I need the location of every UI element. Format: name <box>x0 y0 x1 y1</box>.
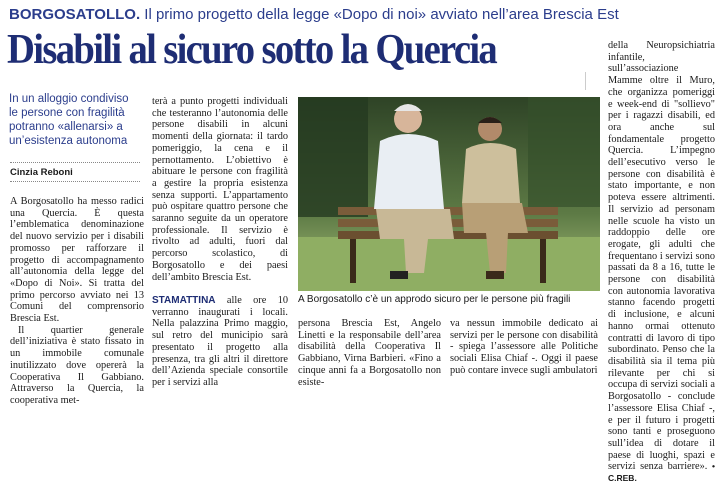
article-column-4 <box>450 318 598 377</box>
photo <box>298 97 600 291</box>
article-column-3 <box>298 318 441 388</box>
author-byline: Cinzia Reboni <box>10 167 73 178</box>
article-column-2 <box>152 96 288 283</box>
signature: • C.REB. <box>608 461 715 484</box>
headline: Disabili al sicuro sotto la Quercia <box>7 27 497 73</box>
author-rule-top <box>10 162 140 163</box>
author-rule-bottom <box>10 181 140 182</box>
paragraph-6: va nessun immobile dedicato ai servizi per le persone con disabilità - spiega l’assessore alle Politiche sociali Elisa Chiaf -. Oggi il paese può contare invece sugli ambulatori <box>450 318 598 376</box>
article-column-5 <box>608 40 715 485</box>
kicker-place: BORGOSATOLLO. <box>9 6 141 23</box>
summary: In un alloggio condiviso le persone con fragilità potranno «allenarsi» a un’esistenza autonoma <box>9 93 129 147</box>
photo-caption: A Borgosatollo c’è un approdo sicuro per le persone più fragili <box>298 294 571 305</box>
paragraph-7: della Neuropsichiatria infantile, sull’associazione Mamme oltre il Muro, che organizza pomeriggi e week-end di "sollievo" per i ragazzi disabili, ed ora anche sul fondamentale progetto Quercia. L’impegno dell’esecutivo verso le persone con disabilità è stato importante, e non poteva essere altrimenti. Il servizio ad personam nelle scuole ha visto un raddoppio delle ore erogate, gli adulti che frequentano i servizi sono passati da 8 a 16, tutte le persone con disabilità con autonomia lavorativa stanno facendo progetti di inclusione, e alcuni hanno ormai ottenuto contratti di lavoro di tipo subordinato. Penso che la disabilità sia il tema più rilevante per chi si occupa di servizi sociali a Borgosatollo - conclude l’assessore Elisa Chiaf -, e per il futuro i progetti sono tanti e proseguono sull’idea di dotare il paese di luoghi, spazi e servizi senza barriere». <box>608 40 715 473</box>
article-column-1 <box>10 196 144 407</box>
article-column-2b <box>152 295 288 389</box>
kicker <box>9 6 619 23</box>
paragraph-3: terà a punto progetti individuali che testeranno l’autonomia delle persone disabili in alcuni momenti della giornata: il tardo pomeriggio, la cena e il pernottamento. L’obiettivo è abituare le persone con fragilità a gestire la propria esistenza senza supporti. L’appartamento può ospitare quattro persone che saranno seguite da un operatore professionale. Il servizio è rivolto ad adulti, fuori dal percorso scolastico, di Borgosatollo e dei paesi dell’ambito Brescia Est. <box>152 96 288 283</box>
photo-illustration <box>298 97 600 291</box>
lead-word: STAMATTINA <box>152 295 216 306</box>
paragraph-4: alle ore 10 verranno inaugurati i locali. Nella palazzina Primo maggio, sul retro del municipio sarà presentato il progetto alla presenza, tra gli altri il direttore dell’Azienda speciale consortile per i servizi alla <box>152 295 288 388</box>
column-separator <box>585 72 586 90</box>
kicker-text: Il primo progetto della legge «Dopo di noi» avviato nell’area Brescia Est <box>144 6 619 23</box>
paragraph-5: persona Brescia Est, Angelo Linetti e la responsabile dell’area disabilità della Cooperativa Il Gabbiano, Virna Barbieri. «Fino a cinque anni fa a Borgosatollo non esiste- <box>298 318 441 388</box>
paragraph-2: Il quartier generale dell’iniziativa è stato fissato in un immobile comunale inutilizzato dove opererà la Cooperativa Il Gabbiano. Attraverso la Quercia, la cooperativa met- <box>10 324 144 406</box>
paragraph-1: A Borgosatollo ha messo radici una Quercia. È questa l’emblematica denominazione del nuovo servizio per i disabili promosso per rafforzare il progetto di accompagnamento all’autonomia della legge del «Dopo di Noi». Si tratta del primo percorso avviato nei 13 Comuni del comprensorio Brescia Est. <box>10 196 144 325</box>
